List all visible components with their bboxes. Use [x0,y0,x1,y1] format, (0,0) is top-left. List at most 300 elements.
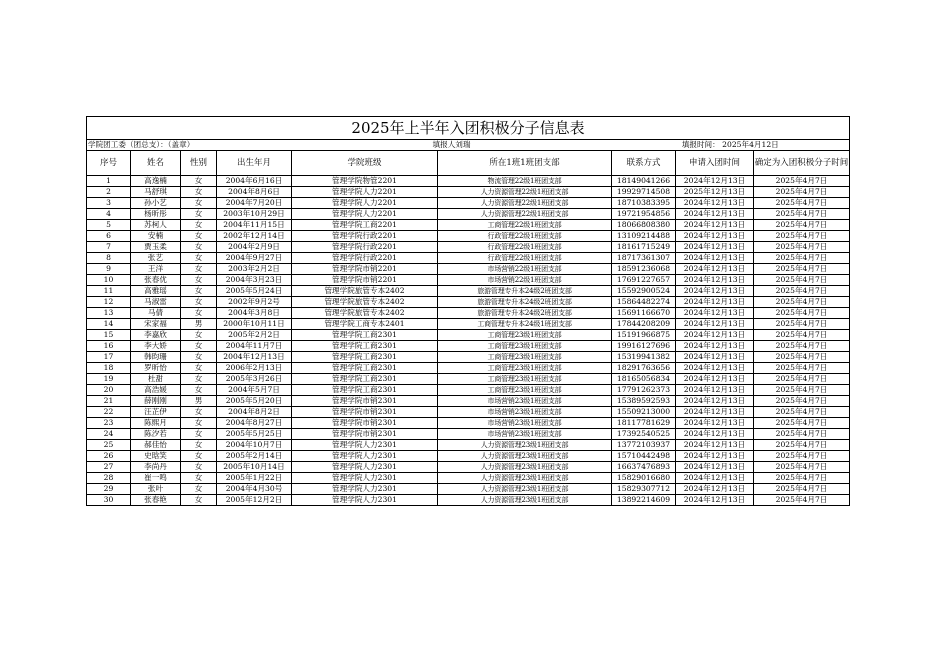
cell-contact: 13109214488 [612,231,676,242]
cell-apply-date: 2024年12月13日 [676,429,754,440]
cell-confirm-date: 2025年4月7日 [754,363,850,374]
cell-branch: 人力资源管理23级1班团支部 [438,473,612,484]
cell-gender: 女 [181,187,217,198]
cell-contact: 15864482274 [612,297,676,308]
cell-gender: 女 [181,231,217,242]
cell-name: 高雅瑶 [131,286,181,297]
cell-branch: 工商管理23级1班团支部 [438,363,612,374]
table-row [87,352,850,363]
cell-index: 11 [87,286,131,297]
cell-class: 管理学院人力2301 [292,462,438,473]
cell-class: 管理学院旅管专本2402 [292,297,438,308]
cell-class: 管理学院行政2201 [292,231,438,242]
cell-class: 管理学院人力2301 [292,451,438,462]
cell-contact: 18717361307 [612,253,676,264]
cell-name: 杨昕彤 [131,209,181,220]
cell-contact: 18149041266 [612,176,676,187]
cell-branch: 旅游管理专升本24级2班团支部 [438,286,612,297]
table-row [87,407,850,418]
cell-class: 管理学院市销2301 [292,418,438,429]
cell-confirm-date: 2025年4月7日 [754,429,850,440]
cell-contact: 19721954856 [612,209,676,220]
cell-apply-date: 2024年12月13日 [676,286,754,297]
cell-branch: 行政管理22级1班团支部 [438,231,612,242]
cell-contact: 17791262373 [612,385,676,396]
cell-gender: 女 [181,495,217,506]
header-name: 姓名 [131,151,181,176]
cell-contact: 13892214609 [612,495,676,506]
cell-name: 郝佳怡 [131,440,181,451]
cell-contact: 18710383395 [612,198,676,209]
cell-apply-date: 2024年12月13日 [676,473,754,484]
cell-branch: 人力资源管理23级1班团支部 [438,451,612,462]
header-branch: 所在1班1班团支部 [438,151,612,176]
cell-index: 6 [87,231,131,242]
table-row [87,264,850,275]
table-row [87,209,850,220]
header-apply-date: 申请入团时间 [676,151,754,176]
cell-apply-date: 2024年12月13日 [676,418,754,429]
cell-contact: 15509213000 [612,407,676,418]
cell-branch: 人力资源管理23级1班团支部 [438,462,612,473]
cell-birth: 2006年2月13日 [217,363,292,374]
table-row [87,253,850,264]
header-birth: 出生年月 [217,151,292,176]
cell-birth: 2004年5月7日 [217,385,292,396]
cell-branch: 行政管理22级1班团支部 [438,242,612,253]
cell-contact: 13772103937 [612,440,676,451]
cell-confirm-date: 2025年4月7日 [754,330,850,341]
table-row [87,198,850,209]
cell-confirm-date: 2025年4月7日 [754,220,850,231]
cell-birth: 2004年8月2日 [217,407,292,418]
cell-class: 管理学院工商2301 [292,352,438,363]
cell-gender: 女 [181,440,217,451]
cell-index: 9 [87,264,131,275]
cell-gender: 男 [181,396,217,407]
cell-index: 10 [87,275,131,286]
cell-gender: 女 [181,264,217,275]
cell-gender: 女 [181,220,217,231]
cell-branch: 人力资源管理23级1班团支部 [438,495,612,506]
cell-name: 张叶 [131,484,181,495]
cell-index: 26 [87,451,131,462]
table-row [87,275,850,286]
cell-contact: 18165056834 [612,374,676,385]
cell-class: 管理学院人力2301 [292,495,438,506]
cell-gender: 女 [181,242,217,253]
table-row [87,242,850,253]
cell-gender: 女 [181,407,217,418]
cell-index: 13 [87,308,131,319]
cell-gender: 女 [181,275,217,286]
cell-branch: 市场营销23级1班团支部 [438,429,612,440]
cell-contact: 17844208209 [612,319,676,330]
cell-branch: 人力资源管理22级1班团支部 [438,209,612,220]
cell-contact: 15710442498 [612,451,676,462]
cell-apply-date: 2024年12月13日 [676,330,754,341]
cell-name: 汪芷伊 [131,407,181,418]
cell-name: 史晗笑 [131,451,181,462]
fill-date-label: 填报时间： 2025年4月12日 [612,140,850,151]
cell-branch: 旅游管理专升本24级2班团支部 [438,297,612,308]
cell-birth: 2004年3月23日 [217,275,292,286]
cell-contact: 18117781629 [612,418,676,429]
cell-branch: 物流管理22级1班团支部 [438,176,612,187]
cell-contact: 19929714508 [612,187,676,198]
cell-apply-date: 2024年12月13日 [676,363,754,374]
cell-apply-date: 2024年12月13日 [676,308,754,319]
cell-confirm-date: 2025年4月7日 [754,308,850,319]
cell-contact: 17392540525 [612,429,676,440]
cell-gender: 女 [181,341,217,352]
cell-name: 李大娇 [131,341,181,352]
cell-apply-date: 2024年12月13日 [676,352,754,363]
cell-class: 管理学院工商专本2401 [292,319,438,330]
cell-index: 16 [87,341,131,352]
cell-birth: 2005年5月25日 [217,429,292,440]
cell-class: 管理学院工商2301 [292,385,438,396]
cell-branch: 工商管理22级1班团支部 [438,220,612,231]
cell-apply-date: 2024年12月13日 [676,220,754,231]
cell-birth: 2005年3月26日 [217,374,292,385]
cell-birth: 2005年10月14日 [217,462,292,473]
cell-class: 管理学院市销2201 [292,275,438,286]
cell-gender: 女 [181,385,217,396]
cell-gender: 女 [181,484,217,495]
info-sheet [86,116,849,506]
cell-index: 18 [87,363,131,374]
cell-class: 管理学院人力2301 [292,473,438,484]
table-row [87,462,850,473]
header-gender: 性别 [181,151,217,176]
cell-gender: 女 [181,253,217,264]
cell-confirm-date: 2025年4月7日 [754,407,850,418]
table-row [87,374,850,385]
cell-contact: 18161715249 [612,242,676,253]
cell-apply-date: 2024年12月13日 [676,264,754,275]
cell-birth: 2003年10月29日 [217,209,292,220]
table-row [87,484,850,495]
cell-branch: 市场营销23级1班团支部 [438,396,612,407]
cell-apply-date: 2024年12月13日 [676,396,754,407]
cell-apply-date: 2024年12月13日 [676,209,754,220]
sheet-title: 2025年上半年入团积极分子信息表 [87,117,850,140]
cell-confirm-date: 2025年4月7日 [754,242,850,253]
cell-class: 管理学院市销2201 [292,264,438,275]
table-row [87,418,850,429]
cell-gender: 女 [181,308,217,319]
cell-confirm-date: 2025年4月7日 [754,473,850,484]
cell-class: 管理学院工商2301 [292,374,438,385]
cell-name: 安楠 [131,231,181,242]
cell-confirm-date: 2025年4月7日 [754,198,850,209]
cell-birth: 2005年12月2日 [217,495,292,506]
cell-branch: 工商管理23级1班团支部 [438,341,612,352]
cell-apply-date: 2024年12月13日 [676,484,754,495]
cell-gender: 女 [181,429,217,440]
cell-index: 5 [87,220,131,231]
cell-class: 管理学院旅管专本2402 [292,286,438,297]
cell-gender: 女 [181,297,217,308]
member-info-table [86,116,850,506]
table-row [87,308,850,319]
cell-gender: 女 [181,209,217,220]
cell-index: 17 [87,352,131,363]
cell-gender: 女 [181,462,217,473]
cell-apply-date: 2024年12月13日 [676,253,754,264]
cell-index: 30 [87,495,131,506]
cell-class: 管理学院旅管专本2402 [292,308,438,319]
org-label: 学院团工委（团总支）：（盖章） [87,140,292,151]
cell-apply-date: 2024年12月13日 [676,297,754,308]
cell-name: 贾玉柔 [131,242,181,253]
cell-name: 李尚丹 [131,462,181,473]
header-confirm-date: 确定为入团积极分子时间 [754,151,850,176]
cell-apply-date: 2024年12月13日 [676,440,754,451]
cell-name: 高逸楠 [131,176,181,187]
cell-confirm-date: 2025年4月7日 [754,418,850,429]
cell-confirm-date: 2025年4月7日 [754,297,850,308]
filler-label: 填报人刘瑞 [292,140,612,151]
cell-index: 14 [87,319,131,330]
cell-branch: 工商管理23级1班团支部 [438,330,612,341]
cell-name: 高浩媛 [131,385,181,396]
cell-apply-date: 2024年12月13日 [676,374,754,385]
cell-confirm-date: 2025年4月7日 [754,341,850,352]
cell-confirm-date: 2025年4月7日 [754,385,850,396]
cell-contact: 19916127696 [612,341,676,352]
cell-name: 马舒琪 [131,187,181,198]
cell-index: 21 [87,396,131,407]
cell-name: 罗昕怡 [131,363,181,374]
cell-contact: 15592900524 [612,286,676,297]
cell-class: 管理学院工商2201 [292,220,438,231]
cell-name: 张春优 [131,275,181,286]
cell-gender: 女 [181,176,217,187]
cell-birth: 2004年2月9日 [217,242,292,253]
cell-gender: 女 [181,451,217,462]
cell-class: 管理学院人力2201 [292,209,438,220]
cell-class: 管理学院人力2201 [292,187,438,198]
cell-class: 管理学院工商2301 [292,330,438,341]
cell-birth: 2004年11月15日 [217,220,292,231]
table-row [87,385,850,396]
cell-birth: 2004年6月16日 [217,176,292,187]
table-row [87,330,850,341]
cell-birth: 2004年4月30号 [217,484,292,495]
cell-branch: 市场营销22级1班团支部 [438,275,612,286]
cell-contact: 18066808380 [612,220,676,231]
cell-contact: 18591236068 [612,264,676,275]
cell-contact: 16637476893 [612,462,676,473]
table-row [87,363,850,374]
cell-gender: 男 [181,319,217,330]
cell-branch: 行政管理22级1班团支部 [438,253,612,264]
cell-name: 陈汐若 [131,429,181,440]
cell-class: 管理学院人力2301 [292,484,438,495]
cell-confirm-date: 2025年4月7日 [754,462,850,473]
cell-class: 管理学院人力2201 [292,198,438,209]
cell-contact: 15829016680 [612,473,676,484]
header-row [87,151,850,176]
table-row [87,187,850,198]
cell-birth: 2002年9月2号 [217,297,292,308]
cell-contact: 15829307712 [612,484,676,495]
cell-confirm-date: 2025年4月7日 [754,275,850,286]
table-row [87,220,850,231]
cell-apply-date: 2024年12月13日 [676,407,754,418]
cell-name: 苏柯人 [131,220,181,231]
cell-apply-date: 2024年12月13日 [676,242,754,253]
table-row [87,473,850,484]
cell-class: 管理学院市销2301 [292,407,438,418]
cell-apply-date: 2024年12月13日 [676,495,754,506]
cell-name: 孙小艺 [131,198,181,209]
cell-birth: 2004年8月6日 [217,187,292,198]
cell-apply-date: 2024年12月13日 [676,198,754,209]
cell-birth: 2004年3月8日 [217,308,292,319]
cell-index: 15 [87,330,131,341]
cell-branch: 旅游管理专升本24级2班团支部 [438,308,612,319]
cell-confirm-date: 2025年4月7日 [754,352,850,363]
cell-birth: 2004年10月7日 [217,440,292,451]
cell-apply-date: 2024年12月13日 [676,319,754,330]
cell-apply-date: 2024年12月13日 [676,451,754,462]
cell-confirm-date: 2025年4月7日 [754,286,850,297]
table-row [87,231,850,242]
cell-class: 管理学院工商2301 [292,341,438,352]
table-row [87,297,850,308]
cell-birth: 2003年2月2日 [217,264,292,275]
cell-class: 管理学院行政2201 [292,253,438,264]
cell-contact: 15691166670 [612,308,676,319]
cell-index: 24 [87,429,131,440]
cell-confirm-date: 2025年4月7日 [754,231,850,242]
cell-gender: 女 [181,363,217,374]
cell-name: 马淑雷 [131,297,181,308]
header-contact: 联系方式 [612,151,676,176]
cell-index: 7 [87,242,131,253]
table-row [87,396,850,407]
cell-confirm-date: 2025年4月7日 [754,374,850,385]
table-row [87,341,850,352]
cell-index: 23 [87,418,131,429]
cell-class: 管理学院物管2201 [292,176,438,187]
cell-name: 薛刚刚 [131,396,181,407]
cell-branch: 工商管理23级1班团支部 [438,352,612,363]
cell-name: 韩昀珊 [131,352,181,363]
cell-birth: 2000年10月11日 [217,319,292,330]
cell-birth: 2005年2月2日 [217,330,292,341]
cell-name: 马倩 [131,308,181,319]
cell-contact: 15191966875 [612,330,676,341]
table-row [87,495,850,506]
meta-row [87,140,850,151]
cell-confirm-date: 2025年4月7日 [754,495,850,506]
cell-confirm-date: 2025年4月7日 [754,396,850,407]
cell-index: 4 [87,209,131,220]
cell-index: 20 [87,385,131,396]
cell-index: 12 [87,297,131,308]
cell-gender: 女 [181,286,217,297]
cell-class: 管理学院市销2301 [292,396,438,407]
table-row [87,286,850,297]
cell-branch: 人力资源管理23级1班团支部 [438,440,612,451]
cell-birth: 2004年9月27日 [217,253,292,264]
table-row [87,176,850,187]
cell-confirm-date: 2025年4月7日 [754,319,850,330]
cell-birth: 2004年12月13日 [217,352,292,363]
cell-name: 陈熙月 [131,418,181,429]
cell-confirm-date: 2025年4月7日 [754,253,850,264]
cell-birth: 2004年11月7日 [217,341,292,352]
cell-gender: 女 [181,352,217,363]
table-row [87,440,850,451]
cell-branch: 工商管理专升本24级1班团支部 [438,319,612,330]
cell-apply-date: 2024年12月13日 [676,176,754,187]
cell-index: 28 [87,473,131,484]
cell-name: 崔一鸣 [131,473,181,484]
cell-contact: 17691227657 [612,275,676,286]
cell-gender: 女 [181,374,217,385]
cell-birth: 2002年12月14日 [217,231,292,242]
cell-index: 27 [87,462,131,473]
cell-gender: 女 [181,330,217,341]
cell-apply-date: 2025年12月13日 [676,187,754,198]
table-row [87,429,850,440]
cell-branch: 市场营销23级1班团支部 [438,418,612,429]
cell-branch: 市场营销22级1班团支部 [438,264,612,275]
cell-index: 22 [87,407,131,418]
cell-confirm-date: 2025年4月7日 [754,440,850,451]
cell-confirm-date: 2025年4月7日 [754,187,850,198]
cell-name: 王洋 [131,264,181,275]
cell-confirm-date: 2025年4月7日 [754,451,850,462]
cell-branch: 人力资源管理22级1班团支部 [438,198,612,209]
cell-branch: 人力资源管理22级1班团支部 [438,187,612,198]
cell-index: 19 [87,374,131,385]
cell-birth: 2004年8月27日 [217,418,292,429]
cell-name: 李嘉欣 [131,330,181,341]
cell-branch: 人力资源管理23级1班团支部 [438,484,612,495]
cell-confirm-date: 2025年4月7日 [754,176,850,187]
cell-birth: 2005年2月14日 [217,451,292,462]
header-index: 序号 [87,151,131,176]
cell-index: 1 [87,176,131,187]
cell-apply-date: 2024年12月13日 [676,341,754,352]
cell-index: 8 [87,253,131,264]
cell-name: 宋家福 [131,319,181,330]
cell-name: 张艺 [131,253,181,264]
cell-name: 张春艳 [131,495,181,506]
cell-index: 2 [87,187,131,198]
cell-apply-date: 2024年12月13日 [676,385,754,396]
cell-confirm-date: 2025年4月7日 [754,209,850,220]
cell-apply-date: 2024年12月13日 [676,462,754,473]
table-row [87,451,850,462]
cell-index: 25 [87,440,131,451]
cell-class: 管理学院人力2301 [292,440,438,451]
header-class: 学院班级 [292,151,438,176]
cell-confirm-date: 2025年4月7日 [754,484,850,495]
table-row [87,319,850,330]
cell-name: 杜甜 [131,374,181,385]
cell-gender: 女 [181,473,217,484]
cell-branch: 工商管理23级1班团支部 [438,374,612,385]
cell-index: 29 [87,484,131,495]
cell-contact: 18291763656 [612,363,676,374]
